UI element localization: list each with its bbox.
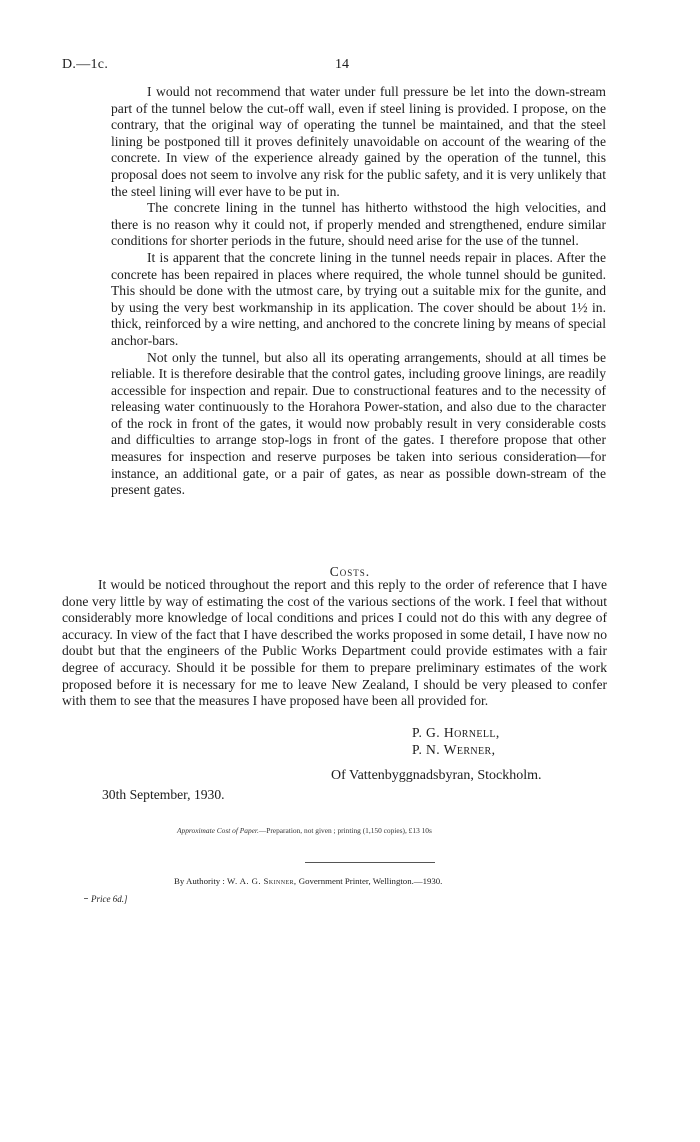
cost-of-paper-label: Approximate Cost of Paper. — [177, 826, 259, 835]
authority-prefix: By Authority : — [174, 876, 225, 886]
report-body — [111, 84, 606, 499]
printer-name: W. A. G. Skinner, — [227, 876, 297, 886]
footer-divider — [305, 862, 435, 863]
authority-rest: Government Printer, Wellington.—1930. — [298, 876, 443, 886]
costs-section — [62, 577, 607, 710]
printer-authority — [174, 876, 442, 886]
paragraph-steel-lining: I would not recommend that water under full pressure be let into the down-stream part of the tunnel below the cut-off wall, even if steel lining is provided. I propose, on the contrary, that the original way of operating the tunnel be maintained, and that the steel lining be postponed till it proves definitely unavoidable on account of the wearing of the concrete. In view of the experience already gained by the operation of the tunnel, this proposal does not seem to involve any risk for the public safety, and it is very unlikely that the steel lining will ever have to be put in. — [111, 84, 606, 199]
costs-paragraph: It would be noticed throughout the report and this reply to the order of reference that I have done very little by way of estimating the cost of the various sections of the work. I feel that without considerably more knowledge of local conditions and prices I could not do this with any degree of accuracy. In view of the fact that I have described the works proposed in some detail, I have now no doubt but that the engineers of the Public Works Department could provide estimates with a fair degree of accuracy. Should it be possible for them to prepare preliminary estimates of the work proposed before it is necessary for me to leave New Zealand, I should be very pleased to confer with them to see that the measures I have proposed have been all provided for. — [62, 577, 607, 709]
paragraph-repair: It is apparent that the concrete lining in the tunnel needs repair in places. After the concrete has been repaired in places where required, the whole tunnel should be gunited. This should be done with the utmost care, by trying out a suitable mix for the gunite, and by using the very best workmanship in its application. The cover should be about 1½ in. thick, reinforced by a wire netting, and anchored to the concrete lining by means of special anchor-bars. — [111, 249, 606, 348]
page-number: 14 — [335, 57, 349, 72]
signatory-hornell: P. G. Hornell, — [412, 725, 500, 740]
paragraph-operating-arrangements: Not only the tunnel, but also all its operating arrangements, should at all times be reliable. It is therefore desirable that the control gates, including groove linings, are readily accessible for inspection and repair. Due to constructional features and to the necessity of releasing water continuously to the Horahora Power-station, and also due to the character of the rock in front of the gates, it would now probably result in very considerable costs and difficulties to arrange stop-logs in front of the gates. I therefore propose that other measures for inspection and reserve purposes be taken into serious consideration—for instance, an additional gate, or a pair of gates, as near as possible down-stream of the present gates. — [111, 349, 606, 498]
cost-of-paper-text: —Preparation, not given ; printing (1,150 copies), £13 10s — [258, 826, 432, 835]
document-reference: D.—1c. — [62, 57, 109, 72]
cost-of-paper-note — [177, 826, 432, 835]
signatory-werner: P. N. Werner, — [412, 742, 496, 757]
paragraph-concrete-lining: The concrete lining in the tunnel has hitherto withstood the high velocities, and there is no reason why it could not, if properly mended and strengthened, endure similar conditions for shorter periods in the future, should need arise for the use of the tunnel. — [111, 200, 606, 249]
price-bracket-mark — [84, 898, 88, 899]
signatory-organisation: Of Vattenbyggnadsbyran, Stockholm. — [331, 768, 542, 783]
report-date: 30th September, 1930. — [102, 787, 225, 802]
price-label: Price 6d.] — [91, 894, 128, 904]
costs-heading: Costs. — [329, 564, 371, 579]
